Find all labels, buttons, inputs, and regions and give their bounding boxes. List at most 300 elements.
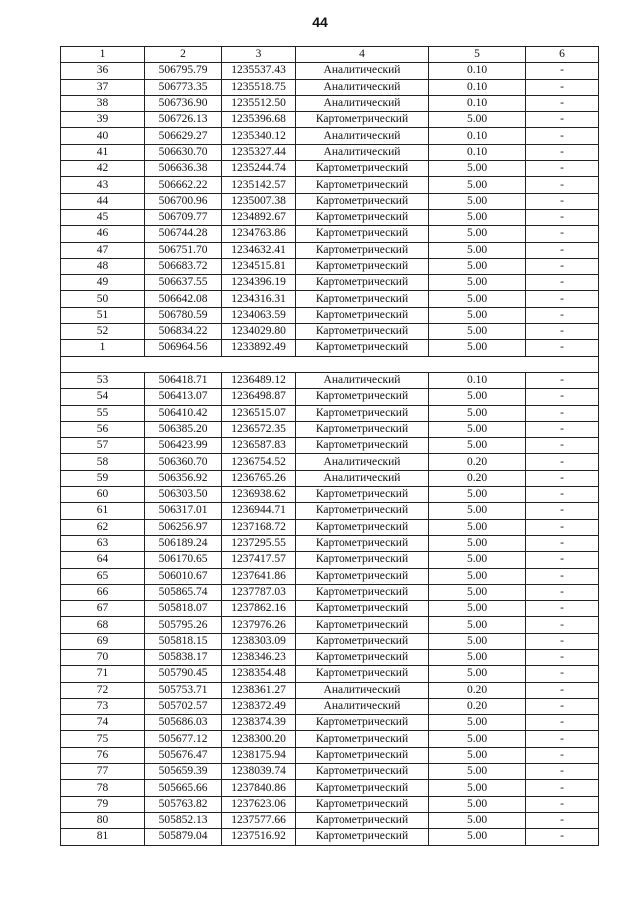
method-cell: Картометрический xyxy=(296,258,429,274)
table-row xyxy=(61,715,599,731)
note-cell: - xyxy=(526,79,599,95)
coord-x-cell: 505879.04 xyxy=(145,829,222,845)
coord-x-cell: 506418.71 xyxy=(145,372,222,388)
coord-x-cell: 505686.03 xyxy=(145,715,222,731)
coord-x-cell: 505852.13 xyxy=(145,812,222,828)
accuracy-cell: 5.00 xyxy=(429,291,526,307)
point-number-cell: 69 xyxy=(61,633,145,649)
point-number-cell: 52 xyxy=(61,324,145,340)
note-cell: - xyxy=(526,177,599,193)
point-number-cell: 61 xyxy=(61,503,145,519)
coord-y-cell: 1236765.26 xyxy=(222,470,296,486)
coord-y-cell: 1234063.59 xyxy=(222,307,296,323)
point-number-cell: 42 xyxy=(61,161,145,177)
coord-x-cell: 506642.08 xyxy=(145,291,222,307)
table-row xyxy=(61,682,599,698)
table-row xyxy=(61,519,599,535)
note-cell: - xyxy=(526,633,599,649)
note-cell: - xyxy=(526,144,599,160)
note-cell: - xyxy=(526,112,599,128)
accuracy-cell: 5.00 xyxy=(429,421,526,437)
method-cell: Картометрический xyxy=(296,487,429,503)
method-cell: Картометрический xyxy=(296,780,429,796)
accuracy-cell: 5.00 xyxy=(429,226,526,242)
accuracy-cell: 5.00 xyxy=(429,812,526,828)
note-cell: - xyxy=(526,226,599,242)
method-cell: Картометрический xyxy=(296,715,429,731)
coord-x-cell: 505702.57 xyxy=(145,698,222,714)
separator-cell xyxy=(61,356,599,372)
point-number-cell: 63 xyxy=(61,535,145,551)
table-row xyxy=(61,242,599,258)
point-number-cell: 41 xyxy=(61,144,145,160)
note-cell: - xyxy=(526,454,599,470)
point-number-cell: 44 xyxy=(61,193,145,209)
table-row xyxy=(61,584,599,600)
table-row xyxy=(61,633,599,649)
table-row xyxy=(61,372,599,388)
table-row xyxy=(61,161,599,177)
coord-y-cell: 1236572.35 xyxy=(222,421,296,437)
coord-y-cell: 1234763.86 xyxy=(222,226,296,242)
coord-y-cell: 1235007.38 xyxy=(222,193,296,209)
header-row xyxy=(61,47,599,63)
accuracy-cell: 0.20 xyxy=(429,470,526,486)
table-row xyxy=(61,731,599,747)
separator-body xyxy=(61,356,599,372)
method-cell: Картометрический xyxy=(296,812,429,828)
point-number-cell: 70 xyxy=(61,649,145,665)
coord-x-cell: 505763.82 xyxy=(145,796,222,812)
coord-y-cell: 1235327.44 xyxy=(222,144,296,160)
point-number-cell: 68 xyxy=(61,617,145,633)
table-row xyxy=(61,307,599,323)
coord-y-cell: 1238372.49 xyxy=(222,698,296,714)
point-number-cell: 79 xyxy=(61,796,145,812)
coord-y-cell: 1238175.94 xyxy=(222,747,296,763)
coord-y-cell: 1237577.66 xyxy=(222,812,296,828)
note-cell: - xyxy=(526,470,599,486)
coord-y-cell: 1234029.80 xyxy=(222,324,296,340)
coord-x-cell: 505795.26 xyxy=(145,617,222,633)
note-cell: - xyxy=(526,682,599,698)
note-cell: - xyxy=(526,324,599,340)
coord-x-cell: 506303.50 xyxy=(145,487,222,503)
coord-y-cell: 1238346.23 xyxy=(222,649,296,665)
table-row xyxy=(61,812,599,828)
point-number-cell: 50 xyxy=(61,291,145,307)
method-cell: Картометрический xyxy=(296,796,429,812)
accuracy-cell: 5.00 xyxy=(429,829,526,845)
table-row xyxy=(61,324,599,340)
coord-x-cell: 505659.39 xyxy=(145,764,222,780)
table-row xyxy=(61,764,599,780)
point-number-cell: 39 xyxy=(61,112,145,128)
point-number-cell: 73 xyxy=(61,698,145,714)
note-cell: - xyxy=(526,552,599,568)
coord-x-cell: 506736.90 xyxy=(145,95,222,111)
coord-y-cell: 1234515.81 xyxy=(222,258,296,274)
method-cell: Аналитический xyxy=(296,128,429,144)
table-row xyxy=(61,258,599,274)
point-number-cell: 40 xyxy=(61,128,145,144)
coord-y-cell: 1238300.20 xyxy=(222,731,296,747)
table-row xyxy=(61,421,599,437)
point-number-cell: 81 xyxy=(61,829,145,845)
point-number-cell: 64 xyxy=(61,552,145,568)
method-cell: Картометрический xyxy=(296,161,429,177)
point-number-cell: 53 xyxy=(61,372,145,388)
point-number-cell: 47 xyxy=(61,242,145,258)
method-cell: Картометрический xyxy=(296,649,429,665)
coord-x-cell: 506360.70 xyxy=(145,454,222,470)
table-row xyxy=(61,698,599,714)
method-cell: Картометрический xyxy=(296,209,429,225)
column-header: 4 xyxy=(296,47,429,63)
accuracy-cell: 5.00 xyxy=(429,258,526,274)
method-cell: Картометрический xyxy=(296,275,429,291)
coord-x-cell: 506834.22 xyxy=(145,324,222,340)
note-cell: - xyxy=(526,389,599,405)
accuracy-cell: 0.20 xyxy=(429,682,526,698)
method-cell: Аналитический xyxy=(296,682,429,698)
table-row xyxy=(61,780,599,796)
table-row xyxy=(61,389,599,405)
note-cell: - xyxy=(526,340,599,356)
accuracy-cell: 5.00 xyxy=(429,568,526,584)
method-cell: Картометрический xyxy=(296,731,429,747)
point-number-cell: 76 xyxy=(61,747,145,763)
coord-x-cell: 506629.27 xyxy=(145,128,222,144)
coord-x-cell: 505790.45 xyxy=(145,666,222,682)
coord-x-cell: 506413.07 xyxy=(145,389,222,405)
column-header: 5 xyxy=(429,47,526,63)
coord-y-cell: 1237840.86 xyxy=(222,780,296,796)
table-row xyxy=(61,470,599,486)
accuracy-cell: 5.00 xyxy=(429,535,526,551)
method-cell: Картометрический xyxy=(296,307,429,323)
point-number-cell: 48 xyxy=(61,258,145,274)
coord-y-cell: 1236938.62 xyxy=(222,487,296,503)
point-number-cell: 71 xyxy=(61,666,145,682)
table-row xyxy=(61,63,599,79)
table-row xyxy=(61,454,599,470)
note-cell: - xyxy=(526,780,599,796)
accuracy-cell: 5.00 xyxy=(429,275,526,291)
coord-x-cell: 505753.71 xyxy=(145,682,222,698)
accuracy-cell: 5.00 xyxy=(429,438,526,454)
coord-x-cell: 506751.70 xyxy=(145,242,222,258)
note-cell: - xyxy=(526,405,599,421)
coord-y-cell: 1237787.03 xyxy=(222,584,296,600)
accuracy-cell: 5.00 xyxy=(429,633,526,649)
point-number-cell: 62 xyxy=(61,519,145,535)
column-header: 3 xyxy=(222,47,296,63)
coord-x-cell: 506385.20 xyxy=(145,421,222,437)
point-number-cell: 57 xyxy=(61,438,145,454)
coord-y-cell: 1236489.12 xyxy=(222,372,296,388)
coord-x-cell: 506964.56 xyxy=(145,340,222,356)
table-row xyxy=(61,128,599,144)
coord-x-cell: 506010.67 xyxy=(145,568,222,584)
table-row xyxy=(61,112,599,128)
accuracy-cell: 5.00 xyxy=(429,552,526,568)
note-cell: - xyxy=(526,764,599,780)
accuracy-cell: 5.00 xyxy=(429,307,526,323)
table-row xyxy=(61,209,599,225)
accuracy-cell: 0.20 xyxy=(429,454,526,470)
coordinates-table xyxy=(60,46,599,846)
accuracy-cell: 5.00 xyxy=(429,324,526,340)
coord-x-cell: 506636.38 xyxy=(145,161,222,177)
accuracy-cell: 5.00 xyxy=(429,780,526,796)
table-row xyxy=(61,747,599,763)
coord-x-cell: 506780.59 xyxy=(145,307,222,323)
coord-x-cell: 506410.42 xyxy=(145,405,222,421)
note-cell: - xyxy=(526,666,599,682)
accuracy-cell: 5.00 xyxy=(429,601,526,617)
accuracy-cell: 0.10 xyxy=(429,63,526,79)
coord-x-cell: 506709.77 xyxy=(145,209,222,225)
note-cell: - xyxy=(526,731,599,747)
coord-y-cell: 1237295.55 xyxy=(222,535,296,551)
method-cell: Картометрический xyxy=(296,633,429,649)
table-row xyxy=(61,95,599,111)
method-cell: Картометрический xyxy=(296,193,429,209)
accuracy-cell: 5.00 xyxy=(429,764,526,780)
method-cell: Картометрический xyxy=(296,535,429,551)
coord-x-cell: 506700.96 xyxy=(145,193,222,209)
accuracy-cell: 5.00 xyxy=(429,161,526,177)
coord-x-cell: 506189.24 xyxy=(145,535,222,551)
coord-x-cell: 506630.70 xyxy=(145,144,222,160)
point-number-cell: 66 xyxy=(61,584,145,600)
accuracy-cell: 5.00 xyxy=(429,193,526,209)
table-row xyxy=(61,438,599,454)
method-cell: Аналитический xyxy=(296,372,429,388)
table-row xyxy=(61,649,599,665)
note-cell: - xyxy=(526,193,599,209)
table-row xyxy=(61,405,599,421)
accuracy-cell: 5.00 xyxy=(429,617,526,633)
table-row xyxy=(61,666,599,682)
coord-x-cell: 505818.15 xyxy=(145,633,222,649)
method-cell: Аналитический xyxy=(296,79,429,95)
note-cell: - xyxy=(526,242,599,258)
coord-y-cell: 1234316.31 xyxy=(222,291,296,307)
accuracy-cell: 0.10 xyxy=(429,372,526,388)
coord-x-cell: 506423.99 xyxy=(145,438,222,454)
point-number-cell: 56 xyxy=(61,421,145,437)
point-number-cell: 65 xyxy=(61,568,145,584)
coord-y-cell: 1237168.72 xyxy=(222,519,296,535)
note-cell: - xyxy=(526,535,599,551)
table-row xyxy=(61,796,599,812)
column-header: 2 xyxy=(145,47,222,63)
note-cell: - xyxy=(526,503,599,519)
method-cell: Аналитический xyxy=(296,454,429,470)
table-body-block-2 xyxy=(61,372,599,845)
point-number-cell: 49 xyxy=(61,275,145,291)
coord-x-cell: 506637.55 xyxy=(145,275,222,291)
accuracy-cell: 5.00 xyxy=(429,715,526,731)
coord-y-cell: 1238361.27 xyxy=(222,682,296,698)
point-number-cell: 72 xyxy=(61,682,145,698)
note-cell: - xyxy=(526,63,599,79)
accuracy-cell: 5.00 xyxy=(429,389,526,405)
coord-y-cell: 1235518.75 xyxy=(222,79,296,95)
accuracy-cell: 5.00 xyxy=(429,242,526,258)
table-row xyxy=(61,193,599,209)
method-cell: Картометрический xyxy=(296,226,429,242)
note-cell: - xyxy=(526,421,599,437)
point-number-cell: 59 xyxy=(61,470,145,486)
point-number-cell: 58 xyxy=(61,454,145,470)
point-number-cell: 1 xyxy=(61,340,145,356)
coord-y-cell: 1234892.67 xyxy=(222,209,296,225)
table-row xyxy=(61,552,599,568)
method-cell: Картометрический xyxy=(296,291,429,307)
method-cell: Картометрический xyxy=(296,405,429,421)
coord-y-cell: 1237623.06 xyxy=(222,796,296,812)
coord-x-cell: 506726.13 xyxy=(145,112,222,128)
method-cell: Аналитический xyxy=(296,698,429,714)
coord-y-cell: 1238039.74 xyxy=(222,764,296,780)
coord-x-cell: 505677.12 xyxy=(145,731,222,747)
method-cell: Картометрический xyxy=(296,552,429,568)
coord-x-cell: 505665.66 xyxy=(145,780,222,796)
point-number-cell: 45 xyxy=(61,209,145,225)
method-cell: Аналитический xyxy=(296,63,429,79)
coord-y-cell: 1237417.57 xyxy=(222,552,296,568)
point-number-cell: 77 xyxy=(61,764,145,780)
coord-x-cell: 506356.92 xyxy=(145,470,222,486)
table-row xyxy=(61,79,599,95)
point-number-cell: 51 xyxy=(61,307,145,323)
method-cell: Картометрический xyxy=(296,112,429,128)
note-cell: - xyxy=(526,715,599,731)
point-number-cell: 37 xyxy=(61,79,145,95)
accuracy-cell: 0.10 xyxy=(429,79,526,95)
method-cell: Картометрический xyxy=(296,584,429,600)
accuracy-cell: 5.00 xyxy=(429,177,526,193)
note-cell: - xyxy=(526,812,599,828)
point-number-cell: 67 xyxy=(61,601,145,617)
table-row xyxy=(61,568,599,584)
note-cell: - xyxy=(526,258,599,274)
coord-y-cell: 1236587.83 xyxy=(222,438,296,454)
coord-y-cell: 1236944.71 xyxy=(222,503,296,519)
coord-y-cell: 1235244.74 xyxy=(222,161,296,177)
coord-y-cell: 1235340.12 xyxy=(222,128,296,144)
coord-y-cell: 1236498.87 xyxy=(222,389,296,405)
note-cell: - xyxy=(526,829,599,845)
column-header: 6 xyxy=(526,47,599,63)
method-cell: Картометрический xyxy=(296,421,429,437)
note-cell: - xyxy=(526,161,599,177)
point-number-cell: 78 xyxy=(61,780,145,796)
coord-x-cell: 506744.28 xyxy=(145,226,222,242)
accuracy-cell: 5.00 xyxy=(429,584,526,600)
method-cell: Аналитический xyxy=(296,95,429,111)
coord-y-cell: 1234632.41 xyxy=(222,242,296,258)
coord-x-cell: 506773.35 xyxy=(145,79,222,95)
coord-y-cell: 1238303.09 xyxy=(222,633,296,649)
table-row xyxy=(61,226,599,242)
accuracy-cell: 0.20 xyxy=(429,698,526,714)
point-number-cell: 38 xyxy=(61,95,145,111)
point-number-cell: 55 xyxy=(61,405,145,421)
note-cell: - xyxy=(526,95,599,111)
point-number-cell: 36 xyxy=(61,63,145,79)
note-cell: - xyxy=(526,747,599,763)
table-row xyxy=(61,177,599,193)
coord-y-cell: 1237862.16 xyxy=(222,601,296,617)
note-cell: - xyxy=(526,584,599,600)
table-row xyxy=(61,601,599,617)
method-cell: Аналитический xyxy=(296,470,429,486)
method-cell: Картометрический xyxy=(296,747,429,763)
point-number-cell: 80 xyxy=(61,812,145,828)
point-number-cell: 60 xyxy=(61,487,145,503)
coord-y-cell: 1236754.52 xyxy=(222,454,296,470)
accuracy-cell: 5.00 xyxy=(429,519,526,535)
coord-x-cell: 505865.74 xyxy=(145,584,222,600)
method-cell: Картометрический xyxy=(296,242,429,258)
method-cell: Картометрический xyxy=(296,601,429,617)
coord-y-cell: 1238354.48 xyxy=(222,666,296,682)
coord-y-cell: 1237516.92 xyxy=(222,829,296,845)
note-cell: - xyxy=(526,275,599,291)
coord-y-cell: 1235537.43 xyxy=(222,63,296,79)
method-cell: Картометрический xyxy=(296,829,429,845)
coord-x-cell: 506256.97 xyxy=(145,519,222,535)
note-cell: - xyxy=(526,291,599,307)
coord-y-cell: 1235142.57 xyxy=(222,177,296,193)
table-row xyxy=(61,487,599,503)
note-cell: - xyxy=(526,209,599,225)
note-cell: - xyxy=(526,649,599,665)
method-cell: Картометрический xyxy=(296,340,429,356)
table-row xyxy=(61,275,599,291)
note-cell: - xyxy=(526,372,599,388)
coord-x-cell: 506795.79 xyxy=(145,63,222,79)
note-cell: - xyxy=(526,698,599,714)
coord-y-cell: 1237976.26 xyxy=(222,617,296,633)
point-number-cell: 54 xyxy=(61,389,145,405)
method-cell: Картометрический xyxy=(296,666,429,682)
coord-y-cell: 1237641.86 xyxy=(222,568,296,584)
table-row xyxy=(61,617,599,633)
point-number-cell: 46 xyxy=(61,226,145,242)
method-cell: Картометрический xyxy=(296,568,429,584)
coord-x-cell: 505818.07 xyxy=(145,601,222,617)
note-cell: - xyxy=(526,601,599,617)
table-row xyxy=(61,829,599,845)
table-row xyxy=(61,503,599,519)
separator-row xyxy=(61,356,599,372)
method-cell: Аналитический xyxy=(296,144,429,160)
accuracy-cell: 5.00 xyxy=(429,209,526,225)
coord-y-cell: 1236515.07 xyxy=(222,405,296,421)
accuracy-cell: 5.00 xyxy=(429,112,526,128)
method-cell: Картометрический xyxy=(296,438,429,454)
accuracy-cell: 5.00 xyxy=(429,747,526,763)
note-cell: - xyxy=(526,438,599,454)
coord-x-cell: 506170.65 xyxy=(145,552,222,568)
accuracy-cell: 5.00 xyxy=(429,503,526,519)
coord-y-cell: 1235512.50 xyxy=(222,95,296,111)
